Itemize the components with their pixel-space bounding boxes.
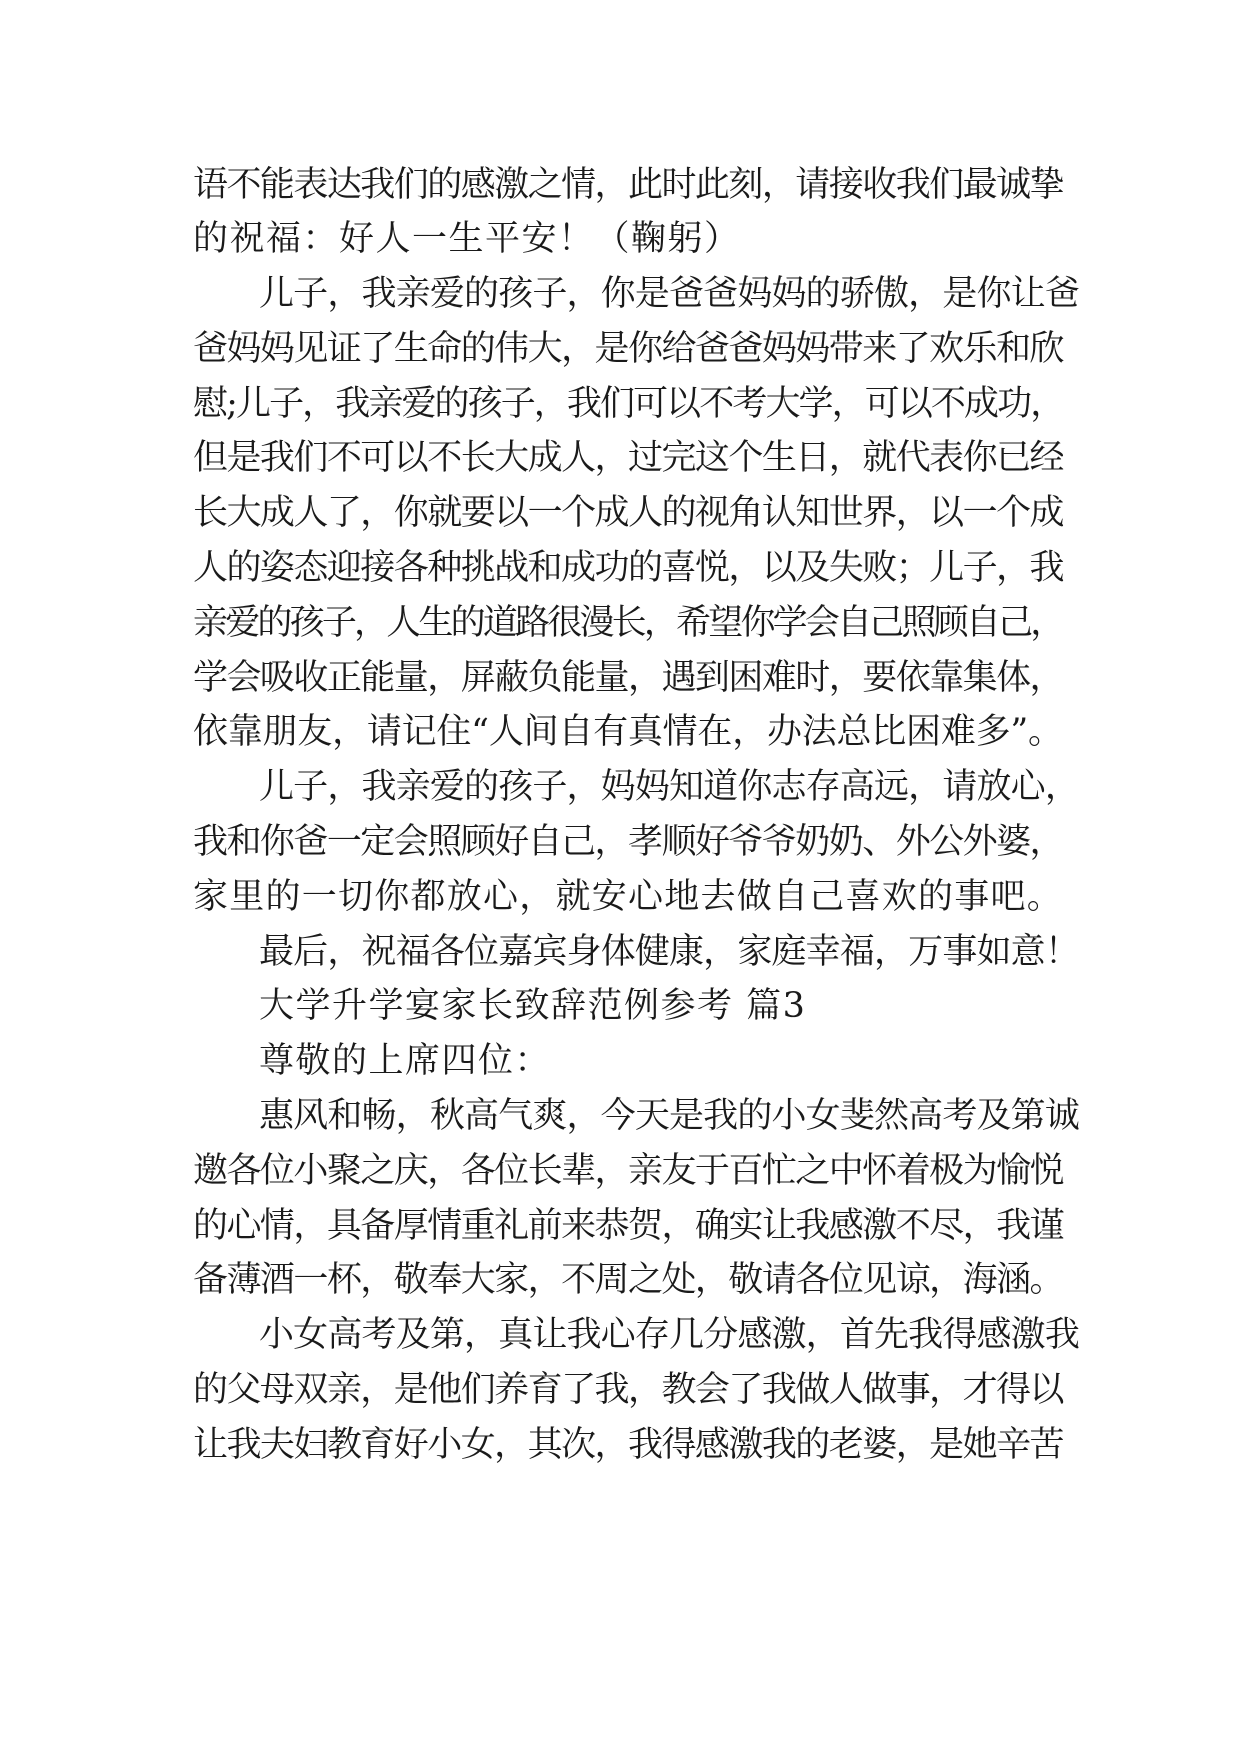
- text-line: 的祝福：好人一生平安！（鞠躬）: [193, 219, 741, 259]
- text-line: 学会吸收正能量，屏蔽负能量，遇到困难时，要依靠集体，: [193, 658, 1064, 698]
- text-line: 的心情，具备厚情重礼前来恭贺，确实让我感激不尽，我谨: [193, 1206, 1064, 1246]
- text-line: 家里的一切你都放心，就安心地去做自己喜欢的事吧。: [193, 877, 1064, 917]
- text-line: 但是我们不可以不长大成人，过完这个生日，就代表你已经: [193, 438, 1064, 478]
- text-line: 备薄酒一杯，敬奉大家，不周之处，敬请各位见谅，海涵。: [193, 1260, 1064, 1300]
- paragraph-start-line: 最后，祝福各位嘉宾身体健康，家庭幸福，万事如意！: [259, 932, 1080, 972]
- paragraph-start-line: 儿子，我亲爱的孩子，妈妈知道你志存高远，请放心，: [259, 767, 1080, 807]
- paragraph-start-line: 儿子，我亲爱的孩子，你是爸爸妈妈的骄傲，是你让爸: [259, 274, 1080, 314]
- salutation: 尊敬的上席四位：: [259, 1041, 552, 1081]
- text-line: 让我夫妇教育好小女，其次，我得感激我的老婆，是她辛苦: [193, 1425, 1064, 1465]
- section-heading: 大学升学宴家长致辞范例参考 篇3: [259, 986, 807, 1026]
- text-line: 长大成人了，你就要以一个成人的视角认知世界，以一个成: [193, 493, 1064, 533]
- paragraph-start-line: 惠风和畅，秋高气爽，今天是我的小女斐然高考及第诚: [259, 1096, 1080, 1136]
- text-line: 慰;儿子，我亲爱的孩子，我们可以不考大学，可以不成功，: [193, 384, 1064, 424]
- text-line: 的父母双亲，是他们养育了我，教会了我做人做事，才得以: [193, 1370, 1064, 1410]
- text-line: 爸妈妈见证了生命的伟大，是你给爸爸妈妈带来了欢乐和欣: [193, 329, 1064, 369]
- text-line: 人的姿态迎接各种挑战和成功的喜悦，以及失败；儿子，我: [193, 548, 1064, 588]
- text-line: 语不能表达我们的感激之情，此时此刻，请接收我们最诚挚: [193, 165, 1064, 205]
- text-line: 亲爱的孩子，人生的道路很漫长，希望你学会自己照顾自己，: [193, 603, 1063, 643]
- paragraph-start-line: 小女高考及第，真让我心存几分感激，首先我得感激我: [259, 1315, 1080, 1355]
- text-line: 邀各位小聚之庆，各位长辈，亲友于百忙之中怀着极为愉悦: [193, 1151, 1064, 1191]
- text-line: 依靠朋友，请记住“人间自有真情在，办法总比困难多”。: [193, 712, 1063, 752]
- text-line: 我和你爸一定会照顾好自己，孝顺好爷爷奶奶、外公外婆，: [193, 822, 1064, 862]
